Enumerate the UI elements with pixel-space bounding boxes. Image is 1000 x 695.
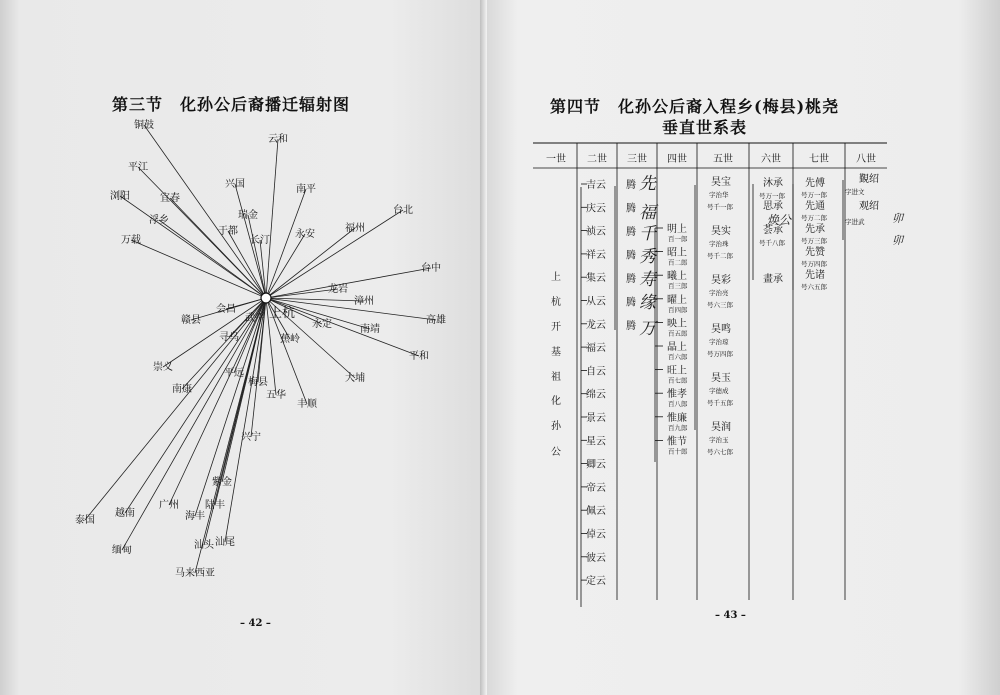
- gen7-sub: 号万一郎: [801, 191, 827, 199]
- gen5-sub: 字治华: [709, 191, 729, 199]
- gen2-name: 祯云: [586, 226, 606, 238]
- place-label: 海丰: [185, 511, 205, 522]
- place-label: 浮乡: [149, 215, 169, 226]
- radiation-map: [0, 0, 487, 695]
- place-label: 兴宁: [241, 432, 261, 443]
- handwritten-char: 寿: [639, 270, 656, 290]
- gen4-name: 惟孝: [667, 389, 687, 401]
- place-label: 瑞金: [238, 210, 258, 221]
- radiation-line: [266, 139, 278, 298]
- gen3-name: 腾: [626, 250, 636, 262]
- gen5-name: 昊鸣: [711, 324, 731, 335]
- right-page-number: – 43 –: [715, 610, 746, 621]
- right-page-title-line2: 垂直世系表: [662, 118, 748, 137]
- column-header: 一世: [546, 154, 566, 165]
- gen8-sub: 字进文: [845, 188, 865, 196]
- place-label: 云和: [268, 134, 288, 145]
- gen1-char: 孙: [551, 421, 561, 432]
- handwritten-char: 福: [639, 203, 656, 223]
- gen4-sub: 百九郎: [668, 423, 688, 432]
- gen5-sub: 字治玉: [709, 436, 729, 444]
- place-label: 永定: [312, 319, 332, 330]
- gen2-name: 龙云: [586, 319, 606, 331]
- place-label: 台北: [393, 205, 413, 216]
- gen5-name: 昊宝: [711, 177, 731, 188]
- gen6-name: 畫承: [763, 274, 783, 285]
- gen5-sub2: 号六三郎: [707, 301, 733, 309]
- place-label: 龙岩: [328, 284, 348, 295]
- gen8-sub: 字进武: [845, 218, 865, 226]
- gen4-name: 映上: [667, 318, 687, 330]
- place-label: 崇义: [153, 362, 173, 373]
- place-label: 福州: [345, 223, 365, 234]
- gen4-name: 曜上: [667, 294, 687, 306]
- gen4-name: 明上: [667, 224, 687, 235]
- handwritten-char: 秀: [639, 247, 656, 267]
- place-label: 平远: [224, 368, 244, 379]
- gen5-name: 昊玉: [711, 373, 731, 384]
- gen1-char: 杭: [551, 297, 561, 308]
- gen4-sub: 百四郎: [668, 305, 688, 314]
- gen1-char: 化: [551, 396, 561, 407]
- gen2-name: 庆云: [586, 203, 606, 215]
- origin-circle: [261, 293, 271, 303]
- gen2-name: 祥云: [586, 249, 606, 261]
- place-label: 武平: [245, 313, 265, 324]
- gen4-sub: 百十郎: [668, 447, 688, 456]
- place-label: 万载: [121, 235, 141, 246]
- gen4-sub: 百六郎: [668, 353, 688, 361]
- place-label: 马来西亚: [175, 568, 215, 579]
- right-page: [487, 0, 1000, 695]
- place-label: 五华: [266, 390, 286, 401]
- place-label: 南靖: [360, 324, 380, 335]
- gen4-name: 惟廉: [667, 412, 687, 424]
- gen2-name: 景云: [586, 413, 606, 424]
- handwritten-char: 先: [639, 174, 656, 194]
- gen4-sub: 百五郎: [668, 329, 688, 338]
- column-header: 八世: [856, 154, 876, 165]
- gen3-name: 腾: [626, 203, 636, 215]
- place-label: 会昌: [216, 304, 236, 315]
- gen4-sub: 百八郎: [668, 400, 688, 409]
- gen1-char: 公: [551, 447, 561, 458]
- place-label: 浏阳: [110, 191, 130, 202]
- place-label: 越南: [115, 508, 135, 519]
- place-label: 寻乌: [219, 332, 239, 343]
- place-label: 漳州: [354, 296, 374, 307]
- gen7-sub: 号万三郎: [801, 237, 827, 245]
- gen7-name: 先承: [805, 224, 825, 235]
- column-header: 五世: [713, 154, 733, 165]
- gen4-name: 旺上: [667, 365, 687, 377]
- gen5-sub: 字德成: [709, 387, 729, 395]
- gen7-name: 先诸: [805, 270, 825, 281]
- gen2-name: 吉云: [586, 180, 606, 191]
- gen7-sub: 号六五郎: [801, 283, 827, 291]
- gen8-name: 覲绍: [859, 174, 879, 185]
- place-label: 永安: [295, 229, 315, 240]
- gen2-name: 彼云: [586, 552, 606, 564]
- place-label: 平和: [409, 351, 429, 362]
- gen2-name: 星云: [586, 436, 606, 448]
- gen4-name: 曦上: [667, 271, 687, 283]
- right-page-title-line1: 第四节 化孙公后裔入程乡(梅县)桃尧: [550, 97, 840, 116]
- place-label: 南康: [172, 384, 192, 395]
- gen2-name: 定云: [586, 576, 606, 588]
- handwritten-gen6: 焕公: [767, 213, 792, 227]
- gen3-name: 腾: [626, 297, 636, 309]
- gen6-name: 荟承: [763, 225, 783, 236]
- gen2-name: 从云: [586, 296, 606, 308]
- left-page-title: 第三节 化孙公后裔播迁辐射图: [112, 95, 351, 114]
- gen6-sub: 号万一郎: [759, 192, 785, 200]
- gen1-char: 开: [551, 322, 561, 333]
- gen7-name: 先傅: [805, 178, 825, 189]
- gen3-name: 腾: [626, 180, 636, 191]
- place-label: 陆丰: [205, 500, 225, 511]
- gen2-name: 福云: [586, 343, 606, 355]
- gen5-name: 昊彩: [711, 275, 731, 286]
- column-header: 二世: [587, 154, 607, 165]
- gen3-name: 腾: [626, 227, 636, 238]
- gen2-name: 绵云: [586, 389, 606, 401]
- gen4-name: 惟节: [667, 436, 687, 448]
- handwritten-right: 卯: [892, 212, 903, 225]
- gen5-name: 昊实: [711, 226, 731, 237]
- place-label: 兴国: [225, 179, 245, 190]
- gen5-sub2: 号千二郎: [707, 252, 733, 260]
- place-label: 泰国: [75, 515, 95, 526]
- gen2-name: 卿云: [586, 459, 606, 471]
- column-header: 四世: [667, 154, 687, 165]
- gen2-name: 帝云: [586, 482, 606, 494]
- place-label: 高雄: [426, 315, 446, 326]
- left-page-number: – 42 –: [240, 618, 271, 629]
- gen2-name: 倬云: [586, 529, 606, 541]
- gen1-char: 基: [551, 347, 561, 358]
- gen5-sub: 字治琼: [709, 338, 729, 346]
- column-header: 六世: [761, 154, 781, 165]
- place-label: 赣县: [181, 315, 201, 326]
- place-label: 丰顺: [297, 399, 317, 410]
- gen1-char: 祖: [551, 372, 561, 383]
- gen2-name: 集云: [586, 273, 606, 285]
- place-label: 梅县: [248, 377, 268, 388]
- gen5-sub: 字治亮: [709, 289, 729, 297]
- gen4-sub: 百七郎: [668, 376, 688, 385]
- gen8-name: 观绍: [859, 201, 879, 212]
- gen6-name: 沐承: [763, 178, 783, 189]
- gen1-char: 上: [551, 272, 561, 283]
- radiation-line: [125, 298, 266, 513]
- gen4-sub: 百二郎: [668, 258, 688, 267]
- lineage-table: [487, 0, 1000, 695]
- gen4-name: 晶上: [667, 342, 687, 353]
- gen3-name: 腾: [626, 274, 636, 285]
- gen2-name: 佩云: [586, 506, 606, 518]
- place-label: 南平: [296, 184, 316, 195]
- place-label: 蕉岭: [280, 334, 300, 345]
- gen2-name: 自云: [586, 366, 606, 378]
- place-label: 宜春: [160, 193, 180, 204]
- radiation-line: [169, 298, 266, 505]
- gen7-name: 先赞: [805, 247, 825, 258]
- gen7-sub: 号万二郎: [801, 214, 827, 222]
- column-header: 七世: [809, 154, 829, 165]
- gen4-sub: 百三郎: [668, 282, 688, 291]
- gen6-sub: 号千八郎: [759, 239, 785, 247]
- gen5-sub: 字治珠: [709, 240, 729, 248]
- gen3-name: 腾: [626, 321, 636, 332]
- gen5-sub2: 号千五郎: [707, 399, 733, 407]
- place-label: 汕头: [194, 540, 214, 551]
- handwritten-char: 万: [639, 319, 656, 339]
- place-label: 汕尾: [215, 537, 235, 548]
- handwritten-char: 千: [639, 224, 656, 244]
- handwritten-right: 卯: [892, 234, 903, 247]
- handwritten-char: 缘: [639, 293, 656, 313]
- gen5-sub2: 号千一郎: [707, 203, 733, 211]
- radiation-line: [266, 234, 305, 298]
- gen7-name: 先通: [805, 201, 825, 212]
- column-header: 三世: [627, 154, 647, 165]
- gen6-name: 思承: [763, 201, 783, 212]
- gen5-name: 昊润: [711, 422, 731, 433]
- place-label: 广州: [159, 500, 179, 511]
- place-label: 紫金: [212, 477, 232, 488]
- gen7-sub: 号万四郎: [801, 260, 827, 268]
- left-page: [0, 0, 487, 695]
- place-label: 于都: [218, 226, 238, 237]
- place-label: 平江: [128, 162, 148, 173]
- gen4-name: 昭上: [667, 247, 687, 259]
- gen5-sub2: 号六七郎: [707, 448, 733, 456]
- gen4-sub: 百一郎: [668, 235, 688, 243]
- origin-label: 上杭: [269, 306, 296, 321]
- place-label: 台中: [421, 263, 441, 274]
- radiation-line: [266, 268, 431, 298]
- place-label: 铜鼓: [134, 120, 154, 131]
- radiation-line: [266, 189, 306, 298]
- place-label: 长汀: [250, 235, 270, 246]
- gen5-sub2: 号万四郎: [707, 350, 733, 358]
- place-label: 缅甸: [112, 545, 132, 556]
- place-label: 大埔: [345, 373, 365, 384]
